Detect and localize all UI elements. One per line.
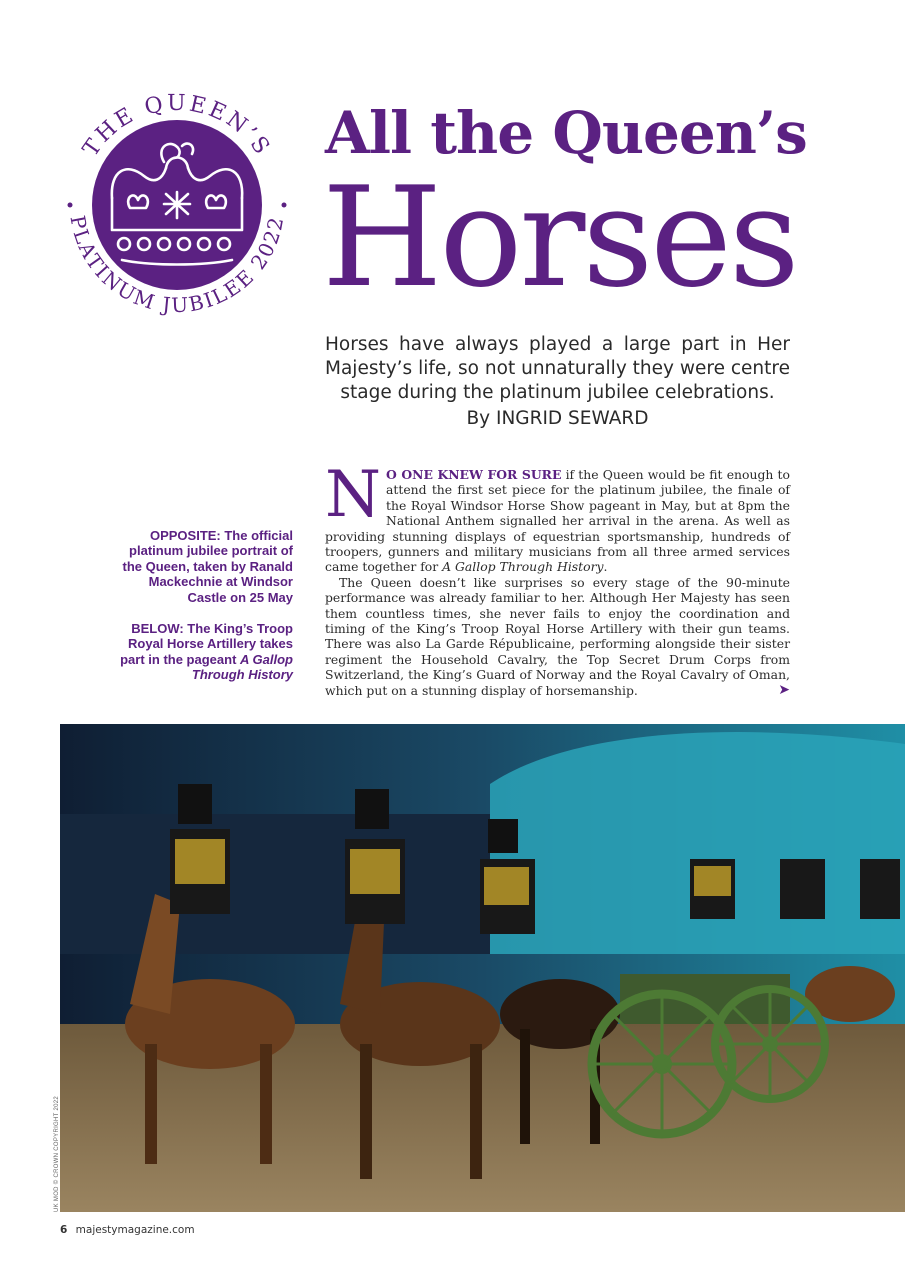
emblem-dot-left [68,203,73,208]
photo-credit: UK MOD © CROWN COPYRIGHT 2022 [54,1095,60,1212]
platinum-jubilee-emblem [52,80,302,330]
article-paragraph-2 [325,575,790,698]
site-url: majestymagazine.com [75,1224,195,1236]
article-body [325,458,790,698]
lead-in: O ONE KNEW FOR SURE [386,467,562,482]
headline-line-2: Horses [322,157,797,318]
kings-troop-photo [60,724,905,1212]
page-footer [60,1224,195,1236]
standfirst: Horses have always played a large part in Her Majesty’s life, so not unnaturally they were centre stage during the platinum jubilee celebrations. [325,334,790,403]
article-paragraph-1 [325,458,790,575]
caption-below-text: BELOW: The King’s Troop Royal Horse Artillery takes part in the pageant [120,621,293,667]
caption-below-title: A Gallop Through History [191,651,293,683]
tent-canopy [490,732,905,954]
photo-captions [118,528,293,699]
emblem-dot-right [282,203,287,208]
headline-line-1: All the Queen’s [325,99,807,167]
drop-cap: N [325,458,381,532]
kings-troop-illustration [60,724,905,1212]
caption-below [118,621,293,683]
jubilee-emblem-graphic [52,80,302,330]
byline: By INGRID SEWARD [466,408,649,429]
stands [60,814,490,954]
pageant-title: A Gallop Through History [442,559,604,575]
paragraph-1-text: if the Queen would be fit enough to attend the first set piece for the platinum jubilee, the finale of the Royal Windsor Horse Show pageant in May, but at 8pm the National Anthem signalled her arrival in the arena. As well as providing stunning displays of equestrian sportsmanship, hundreds of troopers, gunners and military musicians from all three armed services came together for [325,467,790,575]
continue-arrow-icon: ➤ [778,681,790,698]
caption-opposite: OPPOSITE: The official platinum jubilee portrait of the Queen, taken by Ranald Mackechnie at Windsor Castle on 25 May [122,528,293,605]
emblem-ring-bottom-text: PLATINUM JUBILEE 2022 [65,213,289,318]
page-number: 6 [60,1224,68,1236]
emblem-ring-top-text: THE QUEEN’S [78,90,276,162]
paragraph-2-text: The Queen doesn’t like surprises so every stage of the 90-minute performance was already familiar to her. Although Her Majesty has seen them countless times, she never fails to enjoy the coordination and timing of the King’s Troop Royal Horse Artillery with their gun teams. There was also La Garde Républicaine, performing alongside their sister regiment the Household Cavalry, the Top Secret Drum Corps from Switzerland, the King’s Guard of Norway and the Royal Cavalry of Oman, which put on a stunning display of horsemanship. [325,574,790,698]
paragraph-1-end: . [603,559,608,575]
